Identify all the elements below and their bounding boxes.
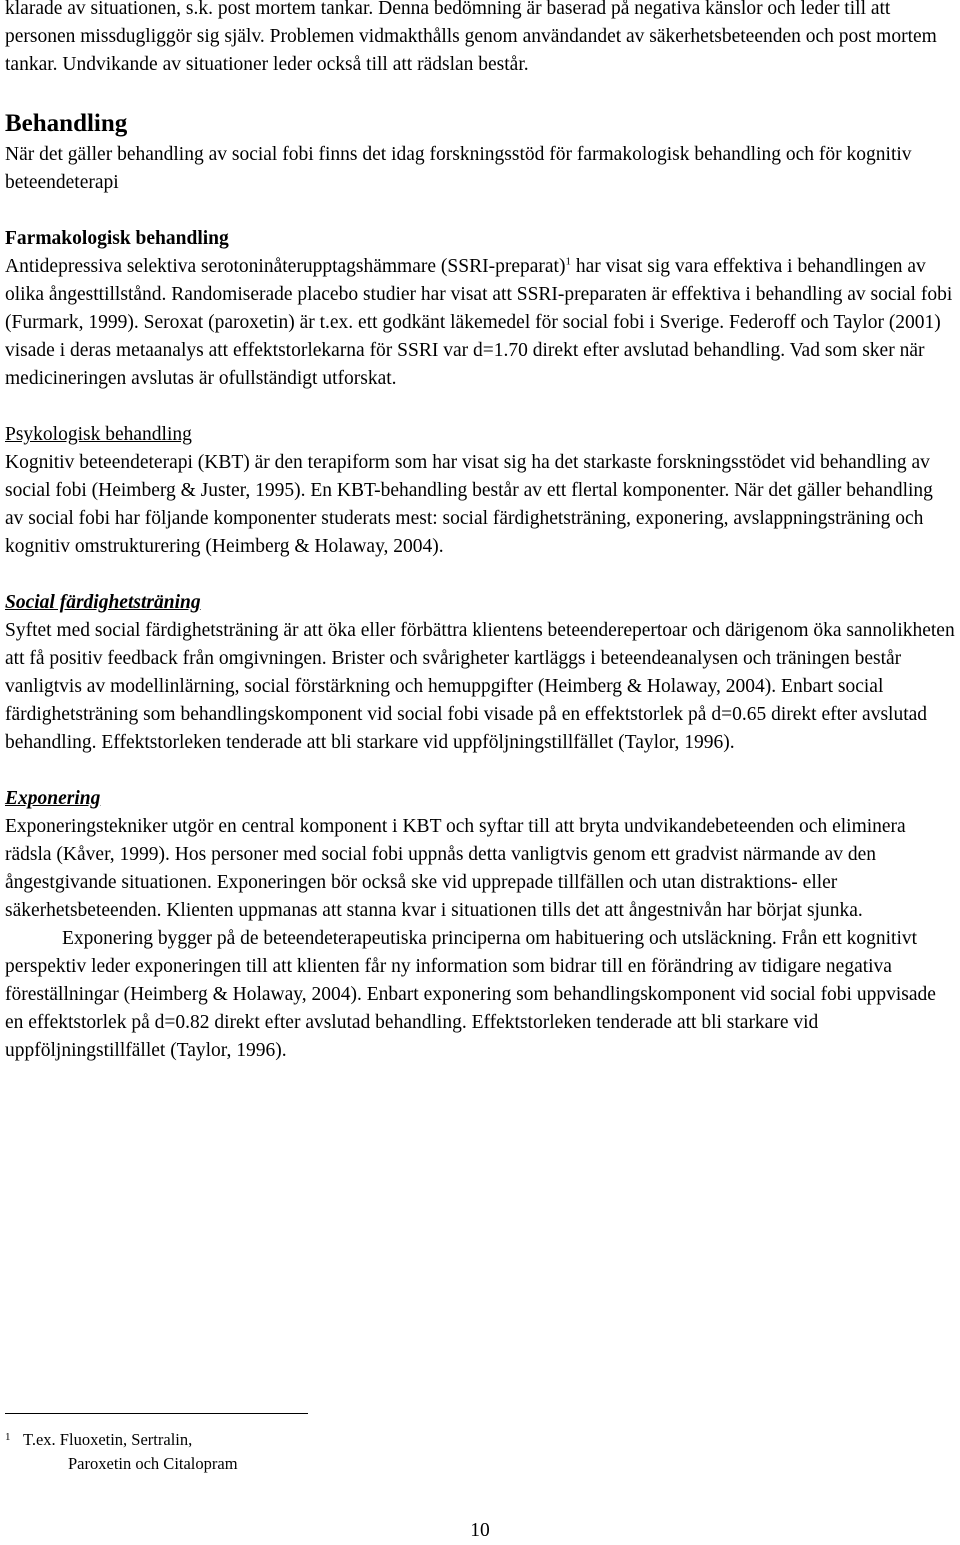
- footnote-mark: 1: [5, 1431, 11, 1443]
- footnote-reference: 1: [565, 255, 571, 268]
- section-psykologisk: [5, 421, 955, 561]
- exponering-paragraph-1: Exponeringstekniker utgör en central komponent i KBT och syftar till att bryta undvikandebeteenden och eliminera rädsla (Kåver, 1999). Hos personer med social fobi uppnås detta vanligtvis genom ett gradvist närmande av den ångestgivande situationen. Exponeringen bör också ske vid upprepade tillfällen och utan distraktions- eller säkerhetsbeteenden. Klienten uppmanas att stanna kvar i situationen tills det att ångestnivån har börjat sjunka.: [5, 816, 906, 921]
- heading-psykologisk: Psykologisk behandling: [5, 424, 192, 445]
- intro-paragraph: klarade av situationen, s.k. post mortem tankar. Denna bedömning är baserad på negativa känslor och leder till att personen missdugliggör sig själv. Problemen vidmakthålls genom användandet av säkerhetsbeteenden och post mortem tankar. Undvikande av situationer leder också till att rädslan består.: [5, 0, 937, 75]
- exponering-paragraph-2: Exponering bygger på de beteendeterapeutiska principerna om habituering och utsläckning. Från ett kognitivt perspektiv leder exponeringen till att klienten får ny information som bidrar till en förändring av tidigare negativa föreställningar (Heimberg & Holaway, 2004). Enbart exponering som behandlingskomponent vid social fobi uppvisade en effektstorlek på d=0.82 direkt efter avslutad behandling. Effektstorleken tenderade att bli starkare vid uppföljningstillfället (Taylor, 1996).: [5, 928, 936, 1061]
- psykologisk-paragraph: Kognitiv beteendeterapi (KBT) är den terapiform som har visat sig ha det starkaste forskningsstödet vid behandling av social fobi (Heimberg & Juster, 1995). En KBT-behandling består av ett flertal komponenter. När det gäller behandling av social fobi har följande komponenter studerats mest: social färdighetsträning, exponering, avslappningsträning och kognitiv omstrukturering (Heimberg & Holaway, 2004).: [5, 452, 933, 557]
- footnote: [5, 1428, 238, 1476]
- section-farmakologisk: [5, 225, 955, 393]
- section-social-fardighet: [5, 589, 955, 757]
- farmakologisk-text-end: har visat sig vara effektiva i behandlingen av olika ångesttillstånd. Randomiserade placebo studier har visat att SSRI-preparaten är effektiva i behandling av social fobi (Furmark, 1999). Seroxat (paroxetin) är t.ex. ett godkänt läkemedel för social fobi i Sverige. Federoff och Taylor (2001) visade i deras metaanalys att effektstorlekarna för SSRI var d=1.70 direkt efter avslutad behandling. Vad som sker när medicineringen avslutas är ofullständigt utforskat.: [5, 256, 953, 389]
- section-behandling: [5, 107, 955, 197]
- farmakologisk-paragraph: [5, 253, 955, 393]
- social-fardighet-paragraph: Syftet med social färdighetsträning är att öka eller förbättra klientens beteenderepertoar och därigenom öka sannolikheten att få positiv feedback från omgivningen. Brister och svårigheter kartläggs i beteendeanalysen och träningen består vanligtvis av modellinlärning, social förstärkning och hemuppgifter (Heimberg & Holaway, 2004). Enbart social färdighetsträning som behandlingskomponent vid social fobi visade på en effektstorlek på d=0.65 direkt efter avslutad behandling. Effektstorleken tenderade att bli starkare vid uppföljningstillfället (Taylor, 1996).: [5, 620, 955, 753]
- section-exponering: [5, 785, 955, 1065]
- behandling-paragraph: När det gäller behandling av social fobi finns det idag forskningsstöd för farmakologisk behandling och för kognitiv beteendeterapi: [5, 144, 912, 193]
- footnote-line-2: Paroxetin och Citalopram: [68, 1454, 238, 1473]
- document-page: [5, 0, 955, 1065]
- heading-farmakologisk: Farmakologisk behandling: [5, 228, 229, 249]
- heading-exponering: Exponering: [5, 788, 101, 809]
- heading-behandling: Behandling: [5, 110, 128, 137]
- footnote-line-1: T.ex. Fluoxetin, Sertralin,: [23, 1430, 193, 1449]
- footnote-divider: [5, 1413, 308, 1414]
- farmakologisk-text-start: Antidepressiva selektiva serotoninåterupptagshämmare (SSRI-preparat): [5, 256, 566, 277]
- heading-social-fardighet: Social färdighetsträning: [5, 592, 201, 613]
- page-number: 10: [470, 1520, 490, 1541]
